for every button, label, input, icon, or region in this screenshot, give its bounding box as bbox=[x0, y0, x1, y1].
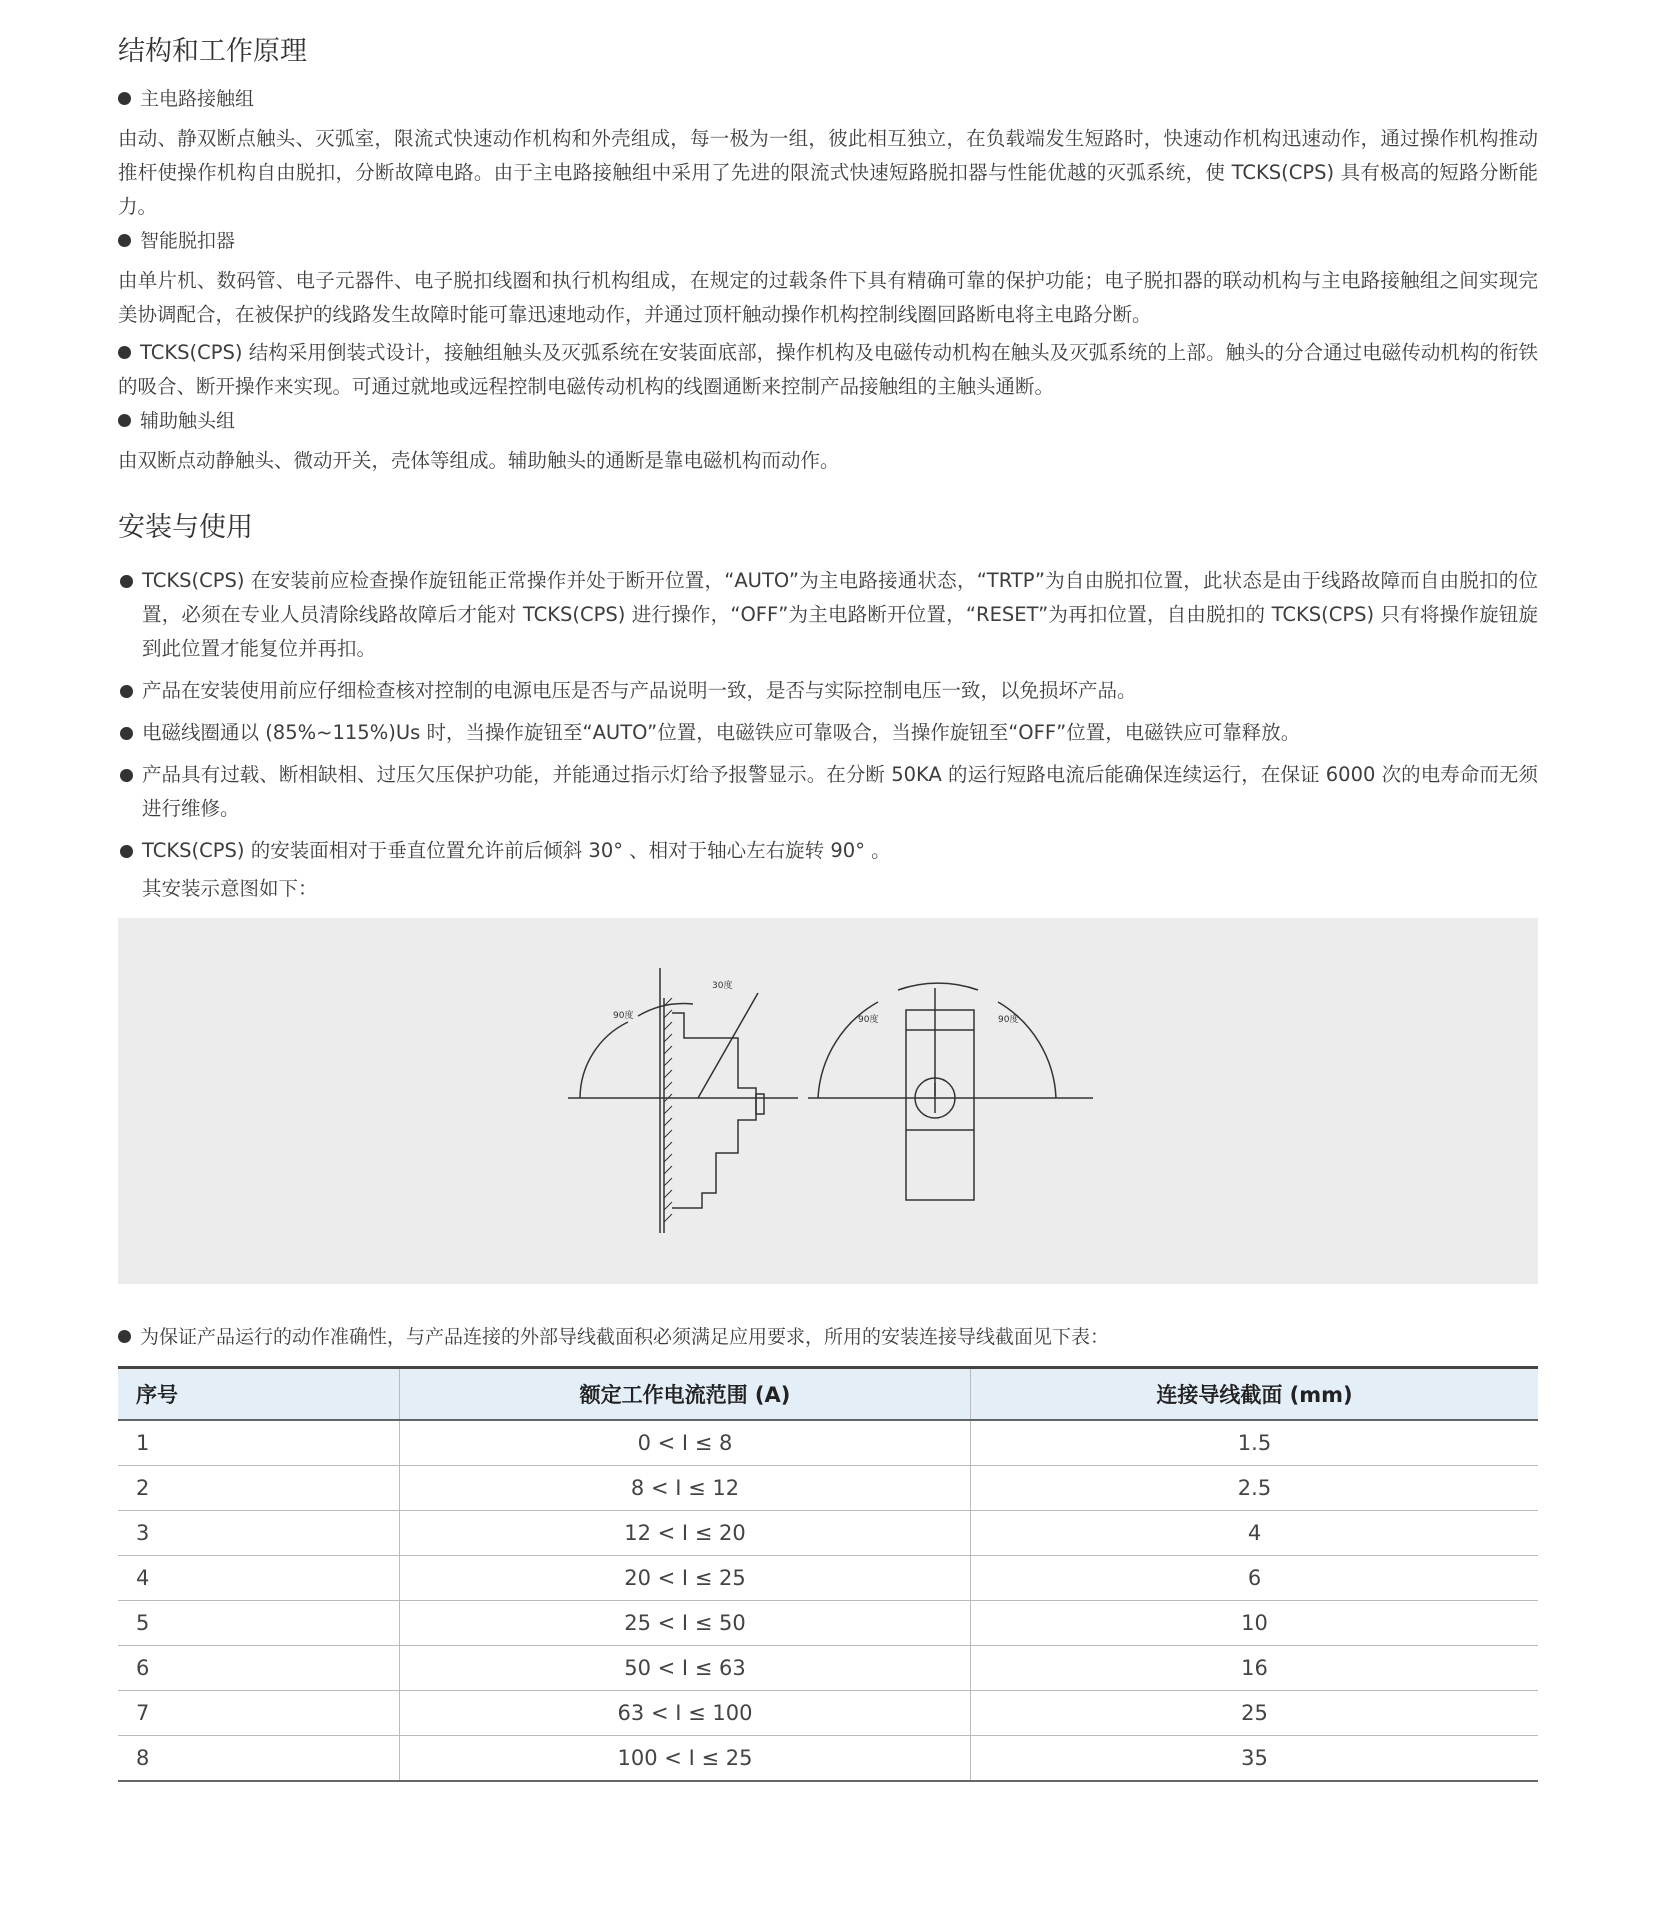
cell-range: 25 < I ≤ 50 bbox=[400, 1601, 971, 1646]
cell-range: 0 < I ≤ 8 bbox=[400, 1420, 971, 1466]
cell-section: 4 bbox=[971, 1511, 1539, 1556]
cell-index: 3 bbox=[118, 1511, 400, 1556]
table-row bbox=[118, 1556, 1538, 1601]
cell-range: 50 < I ≤ 63 bbox=[400, 1646, 971, 1691]
bullet-text: 电磁线圈通以 (85%~115%)Us 时，当操作旋钮至“AUTO”位置，电磁铁应可靠吸合，当操作旋钮至“OFF”位置，电磁铁应可靠释放。 bbox=[142, 721, 1301, 744]
paragraph-structure bbox=[118, 336, 1538, 404]
cell-section: 25 bbox=[971, 1691, 1539, 1736]
table-row bbox=[118, 1511, 1538, 1556]
table-row bbox=[118, 1736, 1538, 1782]
subheading-aux-contact bbox=[118, 406, 1538, 436]
label-left-90: 90度 bbox=[613, 1011, 634, 1021]
table-row bbox=[118, 1646, 1538, 1691]
cell-section: 6 bbox=[971, 1556, 1539, 1601]
cell-section: 16 bbox=[971, 1646, 1539, 1691]
table-header-row bbox=[118, 1368, 1538, 1421]
bullet-text: TCKS(CPS) 在安装前应检查操作旋钮能正常操作并处于断开位置，“AUTO”为主电路接通状态，“TRTP”为自由脱扣位置，此状态是由于线路故障而自由脱扣的位置，必须在专业人员清除线路故障后才能对 TCKS(CPS) 进行操作，“OFF”为主电路断开位置，“RESET”为再扣位置，自由脱扣的 TCKS(CPS) 只有将操作旋钮旋到此位置才能复位并再扣。 bbox=[142, 569, 1538, 660]
device-side-outline bbox=[672, 1013, 756, 1208]
cell-index: 1 bbox=[118, 1420, 400, 1466]
table-intro bbox=[118, 1322, 1538, 1352]
wire-section-table bbox=[118, 1366, 1538, 1782]
install-bullet-1 bbox=[118, 564, 1538, 666]
cell-range: 20 < I ≤ 25 bbox=[400, 1556, 971, 1601]
paragraph-aux-contact: 由双断点动静触头、微动开关，壳体等组成。辅助触头的通断是靠电磁机构而动作。 bbox=[118, 449, 840, 472]
cell-range: 100 < I ≤ 25 bbox=[400, 1736, 971, 1782]
content bbox=[118, 28, 1538, 1782]
table-row bbox=[118, 1691, 1538, 1736]
bullet-dot-icon bbox=[118, 234, 131, 247]
cell-index: 7 bbox=[118, 1691, 400, 1736]
bullet-text: 产品在安装使用前应仔细检查核对控制的电源电压是否与产品说明一致，是否与实际控制电压一致，以免损坏产品。 bbox=[142, 679, 1137, 702]
paragraph-structure-text: TCKS(CPS) 结构采用倒装式设计，接触组触头及灭弧系统在安装面底部，操作机构及电磁传动机构在触头及灭弧系统的上部。触头的分合通过电磁传动机构的衔铁的吸合、断开操作来实现。可通过就地或远程控制电磁传动机构的线圈通断来控制产品接触组的主触头通断。 bbox=[118, 341, 1538, 398]
knob-side bbox=[756, 1094, 764, 1114]
cell-index: 8 bbox=[118, 1736, 400, 1782]
section-title-install: 安装与使用 bbox=[118, 512, 253, 543]
paragraph-smart-trip: 由单片机、数码管、电子元器件、电子脱扣线圈和执行机构组成，在规定的过载条件下具有精确可靠的保护功能；电子脱扣器的联动机构与主电路接触组之间实现完美协调配合，在被保护的线路发生故障时能可靠迅速地动作，并通过顶杆触动操作机构控制线圈回路断电将主电路分断。 bbox=[118, 269, 1538, 326]
table-row bbox=[118, 1601, 1538, 1646]
cell-section: 2.5 bbox=[971, 1466, 1539, 1511]
subheading-smart-trip bbox=[118, 226, 1538, 256]
section-title-structure: 结构和工作原理 bbox=[118, 36, 307, 67]
install-bullet-3 bbox=[118, 716, 1538, 750]
header-index: 序号 bbox=[118, 1368, 400, 1421]
subheading-main-contact bbox=[118, 84, 1538, 114]
cell-range: 8 < I ≤ 12 bbox=[400, 1466, 971, 1511]
cell-section: 35 bbox=[971, 1736, 1539, 1782]
install-bullet-5 bbox=[118, 834, 1538, 868]
subheading-text: 辅助触头组 bbox=[140, 410, 236, 432]
cell-range: 63 < I ≤ 100 bbox=[400, 1691, 971, 1736]
tilt-30-line bbox=[698, 993, 758, 1098]
subheading-text: 智能脱扣器 bbox=[140, 230, 236, 252]
table-intro-text: 为保证产品运行的动作准确性，与产品连接的外部导线截面积必须满足应用要求，所用的安装连接导线截面见下表： bbox=[140, 1326, 1110, 1348]
label-right-90-a: 90度 bbox=[858, 1015, 879, 1025]
installation-diagram-svg bbox=[118, 918, 1538, 1284]
bullet-dot-icon bbox=[118, 346, 131, 359]
installation-diagram bbox=[118, 918, 1538, 1284]
right-arc-top bbox=[898, 983, 978, 990]
cell-section: 10 bbox=[971, 1601, 1539, 1646]
bullet-dot-icon bbox=[120, 685, 133, 698]
bullet-dot-icon bbox=[120, 769, 133, 782]
bullet-dot-icon bbox=[118, 414, 131, 427]
header-wire-section: 连接导线截面 (mm) bbox=[971, 1368, 1539, 1421]
cell-index: 2 bbox=[118, 1466, 400, 1511]
left-arc-90 bbox=[580, 1022, 628, 1098]
bullet-dot-icon bbox=[118, 92, 131, 105]
subheading-text: 主电路接触组 bbox=[140, 88, 255, 110]
table-row bbox=[118, 1420, 1538, 1466]
table-row bbox=[118, 1466, 1538, 1511]
paragraph-main-contact: 由动、静双断点触头、灭弧室，限流式快速动作机构和外壳组成，每一极为一组，彼此相互独立，在负载端发生短路时，快速动作机构迅速动作，通过操作机构推动推杆使操作机构自由脱扣，分断故障电路。由于主电路接触组中采用了先进的限流式快速短路脱扣器与性能优越的灭弧系统，使 TCKS(CPS) 具有极高的短路分断能力。 bbox=[118, 127, 1538, 218]
label-left-30: 30度 bbox=[712, 981, 733, 991]
install-bullet-4 bbox=[118, 758, 1538, 826]
bullet-dot-icon bbox=[120, 727, 133, 740]
diagram-intro: 其安装示意图如下： bbox=[142, 877, 318, 900]
cell-index: 4 bbox=[118, 1556, 400, 1601]
cell-index: 6 bbox=[118, 1646, 400, 1691]
header-current-range: 额定工作电流范围 (A) bbox=[400, 1368, 971, 1421]
bullet-text: 产品具有过载、断相缺相、过压欠压保护功能，并能通过指示灯给予报警显示。在分断 50KA 的运行短路电流后能确保连续运行，在保证 6000 次的电寿命而无须进行维修。 bbox=[142, 763, 1538, 820]
label-right-90-b: 90度 bbox=[998, 1015, 1019, 1025]
install-bullet-2 bbox=[118, 674, 1538, 708]
cell-index: 5 bbox=[118, 1601, 400, 1646]
bullet-dot-icon bbox=[120, 575, 133, 588]
bullet-dot-icon bbox=[120, 845, 133, 858]
bullet-text: TCKS(CPS) 的安装面相对于垂直位置允许前后倾斜 30° 、相对于轴心左右旋转 90° 。 bbox=[142, 839, 891, 862]
cell-section: 1.5 bbox=[971, 1420, 1539, 1466]
cell-range: 12 < I ≤ 20 bbox=[400, 1511, 971, 1556]
bullet-dot-icon bbox=[118, 1330, 131, 1343]
